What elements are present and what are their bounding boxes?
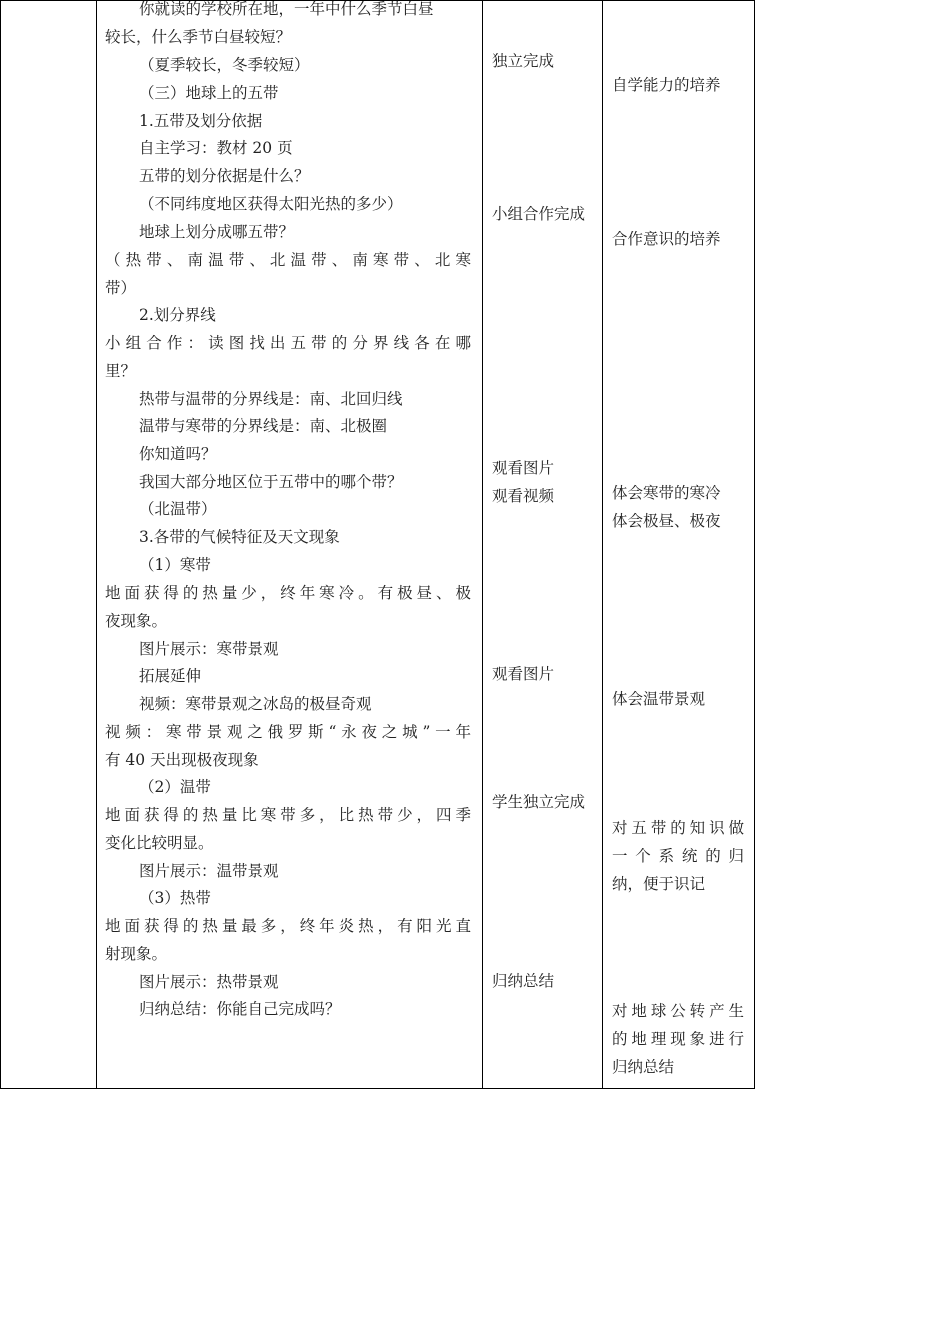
content-line: 视频：寒带景观之冰岛的极昼奇观 [139,695,372,713]
content-line: （不同纬度地区获得太阳光热的多少） [139,195,403,213]
content-line: 五带的划分依据是什么？ [139,167,310,185]
content-line: 射现象。 [105,945,168,963]
content-line: 我国大部分地区位于五带中的哪个带？ [139,473,403,491]
content-line: 带） [105,279,137,297]
activity-line: 观看图片 [492,665,555,683]
content-line: （热带、南温带、北温带、南寒带、北寒 [105,251,471,269]
content-line: 较长，什么季节白昼较短？ [105,28,292,46]
content-line: （2）温带 [139,778,211,796]
content-line: 变化比较明显。 [105,834,214,852]
activity-line: 小组合作完成 [492,205,586,223]
content-line: 热带与温带的分界线是：南、北回归线 [139,390,403,408]
content-line: 里？ [105,362,137,380]
content-line: （北温带） [139,500,217,518]
content-line: 3.各带的气候特征及天文现象 [139,528,340,546]
intent-line: 体会寒带的寒冷 [612,484,721,502]
activity-line: 观看图片 [492,459,555,477]
content-line: 自主学习：教材 20 页 [139,139,293,157]
activity-line: 归纳总结 [492,972,555,990]
content-line: 地球上划分成哪五带？ [139,223,295,241]
content-line: 图片展示：寒带景观 [139,640,279,658]
intent-line: 一个系统的归 [612,847,744,865]
content-line: 小组合作：读图找出五带的分界线各在哪 [105,334,471,352]
content-line: （3）热带 [139,889,211,907]
content-line: （1）寒带 [139,556,211,574]
intent-line: 的地理现象进行 [612,1030,744,1048]
content-line: 地面获得的热量比寒带多，比热带少，四季 [105,806,471,824]
intent-line: 体会极昼、极夜 [612,512,721,530]
design-intent-cell [603,1,755,1089]
content-line: 2.划分界线 [139,306,216,324]
intent-line: 纳，便于识记 [612,875,706,893]
table-row [1,1,755,1089]
content-line: 视频：寒带景观之俄罗斯“永夜之城”一年 [105,723,471,741]
content-line: 1.五带及划分依据 [139,112,263,130]
content-line: 拓展延伸 [139,667,202,685]
intent-line: 对地球公转产生 [612,1002,744,1020]
intent-line: 体会温带景观 [612,690,706,708]
activity-line: 独立完成 [492,52,555,70]
content-line: 地面获得的热量少，终年寒冷。有极昼、极 [105,584,471,602]
content-line: （三）地球上的五带 [139,84,279,102]
student-activity-cell [483,1,603,1089]
content-line: 归纳总结：你能自己完成吗？ [139,1000,341,1018]
activity-line: 观看视频 [492,487,555,505]
content-line: 有 40 天出现极夜现象 [105,751,259,769]
content-line: 你就读的学校所在地，一年中什么季节白昼 [139,0,434,18]
intent-line: 归纳总结 [612,1058,675,1076]
content-line: 你知道吗？ [139,445,217,463]
content-line: 温带与寒带的分界线是：南、北极圈 [139,417,388,435]
content-line: 夜现象。 [105,612,168,630]
activity-line: 学生独立完成 [492,793,586,811]
content-line: 图片展示：温带景观 [139,862,279,880]
empty-column-cell [1,1,97,1089]
content-line: 图片展示：热带景观 [139,973,279,991]
intent-line: 合作意识的培养 [612,230,721,248]
content-line: 地面获得的热量最多，终年炎热，有阳光直 [105,917,471,935]
teaching-content-cell [97,1,483,1089]
intent-line: 自学能力的培养 [612,76,721,94]
content-line: （夏季较长，冬季较短） [139,56,310,74]
intent-line: 对五带的知识做 [612,819,744,837]
